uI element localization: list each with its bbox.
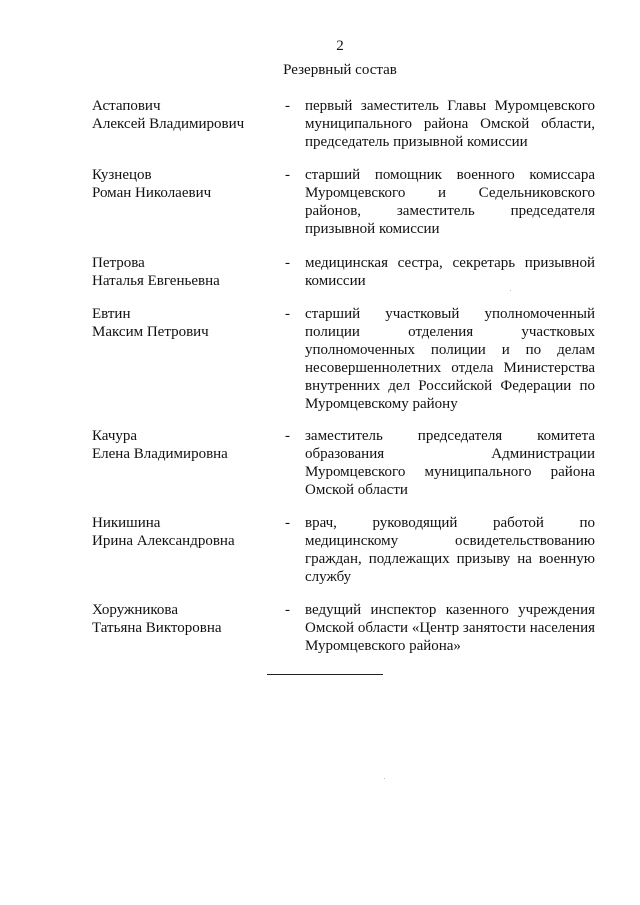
- member-role: врач, руководящий работой по медицинскому освидетельствованию граждан, подлежащих призыву на военную службу: [305, 515, 595, 585]
- member-name: [92, 254, 272, 290]
- end-separator-line: [267, 674, 383, 675]
- member-role: заместитель председателя комитета образования Администрации Муромцевского муниципального района Омской области: [305, 428, 595, 498]
- member-role: первый заместитель Главы Муромцевского муниципального района Омской области, председатель призывной комиссии: [305, 98, 595, 150]
- member-dash: -: [285, 428, 290, 444]
- member-dash: -: [285, 602, 290, 618]
- member-dash: -: [285, 255, 290, 271]
- member-given-names: Ирина Александровна: [92, 533, 235, 549]
- member-given-names: Максим Петрович: [92, 324, 209, 340]
- member-given-names: Роман Николаевич: [92, 185, 212, 201]
- member-name: [92, 427, 272, 463]
- member-surname: Евтин: [92, 306, 131, 322]
- section-title: Резервный состав: [283, 62, 397, 78]
- page-number: 2: [336, 38, 344, 54]
- member-role: медицинская сестра, секретарь призывной комиссии: [305, 255, 595, 289]
- scan-speck: [384, 778, 385, 779]
- member-given-names: Татьяна Викторовна: [92, 620, 222, 636]
- member-surname: Кузнецов: [92, 167, 152, 183]
- member-dash: -: [285, 306, 290, 322]
- member-given-names: Алексей Владимирович: [92, 116, 245, 132]
- member-surname: Качура: [92, 428, 138, 444]
- member-surname: Никишина: [92, 515, 161, 531]
- member-surname: Хоружникова: [92, 602, 178, 618]
- member-name: [92, 514, 272, 550]
- member-role: ведущий инспектор казенного учреждения Омской области «Центр занятости населения Муромцевского района»: [305, 602, 595, 654]
- member-dash: -: [285, 167, 290, 183]
- member-name: [92, 166, 272, 202]
- member-dash: -: [285, 98, 290, 114]
- member-surname: Петрова: [92, 255, 145, 271]
- member-role: старший помощник военного комиссара Муромцевского и Седельниковского районов, заместитель председателя призывной комиссии: [305, 167, 595, 237]
- member-role: старший участковый уполномоченный полиции отделения участковых уполномоченных полиции и по делам несовершеннолетних отдела Министерства внутренних дел Российской Федерации по Муромцевскому району: [305, 306, 595, 412]
- member-surname: Астапович: [92, 98, 161, 114]
- scan-speck: [510, 290, 511, 291]
- member-given-names: Наталья Евгеньевна: [92, 273, 220, 289]
- member-name: [92, 305, 272, 341]
- member-dash: -: [285, 515, 290, 531]
- member-given-names: Елена Владимировна: [92, 446, 228, 462]
- member-name: [92, 601, 272, 637]
- member-name: [92, 97, 272, 133]
